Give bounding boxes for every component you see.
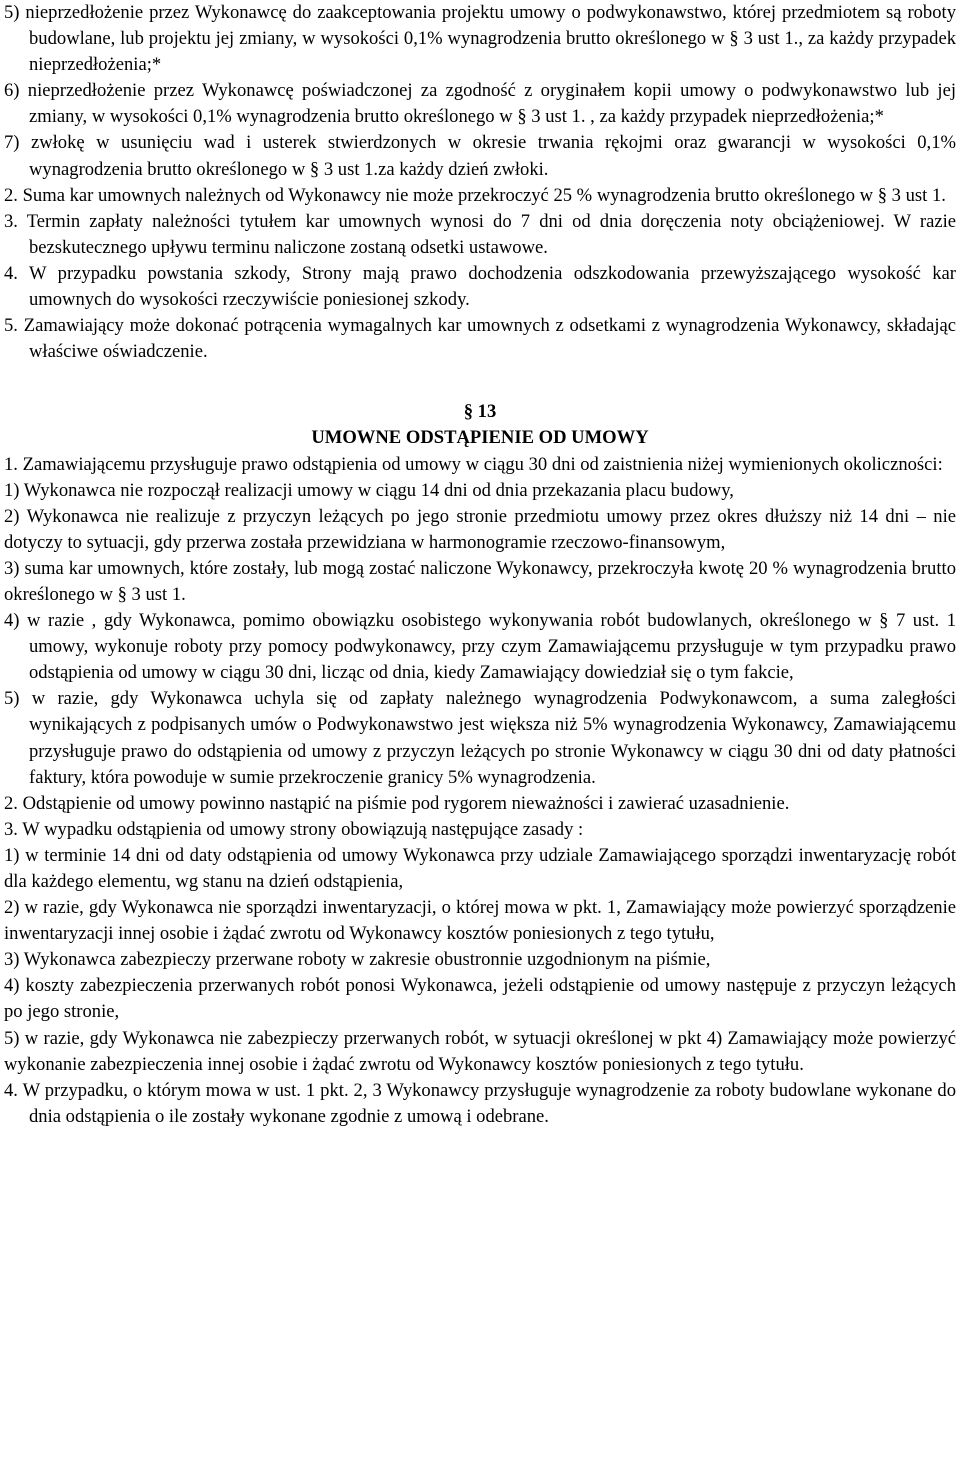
point-5: 5. Zamawiający może dokonać potrącenia wymagalnych kar umownych z odsetkami z wynagrodzenia Wykonawcy, składając właściwe oświadczenie. bbox=[4, 315, 956, 363]
paragraph-3-item-1: 1) w terminie 14 dni od daty odstąpienia od umowy Wykonawca przy udziale Zamawiającego sporządzi inwentaryzację robót dla każdego elementu, wg stanu na dzień odstąpienia, bbox=[4, 844, 956, 892]
paragraph-1: 1. Zamawiającemu przysługuje prawo odstąpienia od umowy w ciągu 30 dni od zaistnienia niżej wymienionych okoliczności: bbox=[4, 453, 943, 475]
paragraph-2: 2. Odstąpienie od umowy powinno nastąpić na piśmie pod rygorem nieważności i zawierać uzasadnienie. bbox=[4, 792, 790, 814]
paragraph-1-item-4: 4) w razie , gdy Wykonawca, pomimo obowiązku osobistego wykonywania robót budowlanych, określonego w § 7 ust. 1 umowy, wykonuje roboty przy pomocy podwykonawcy, przy czym Zamawiającemu przysługuje w tym przypadku prawo odstąpienia od umowy w ciągu 30 dni, licząc od dnia, kiedy Zamawiający dowiedział się o tym fakcie, bbox=[4, 610, 956, 684]
paragraph-4: 4. W przypadku, o którym mowa w ust. 1 pkt. 2, 3 Wykonawcy przysługuje wynagrodzenie za roboty budowlane wykonane do dnia odstąpienia o ile zostały wykonane zgodnie z umową i odebrane. bbox=[4, 1079, 956, 1127]
paragraph-3-item-5: 5) w razie, gdy Wykonawca nie zabezpieczy przerwanych robót, w sytuacji określonej w pkt 4) Zamawiający może powierzyć wykonanie zabezpieczenia innej osobie i żądać zwrotu od Wykonawcy kosztów poniesionych z tego tytułu. bbox=[4, 1027, 956, 1075]
penalty-item-5: 5) nieprzedłożenie przez Wykonawcę do zaakceptowania projektu umowy o podwykonawstwo, której przedmiotem są roboty budowlane, lub projektu jej zmiany, w wysokości 0,1% wynagrodzenia brutto określonego w § 3 ust 1., za każdy przypadek nieprzedłożenia;* bbox=[4, 2, 956, 76]
point-4: 4. W przypadku powstania szkody, Strony mają prawo dochodzenia odszkodowania przewyższającego wysokość kar umownych do wysokości rzeczywiście poniesionej szkody. bbox=[4, 262, 956, 311]
penalty-item-6: 6) nieprzedłożenie przez Wykonawcę poświadczonej za zgodność z oryginałem kopii umowy o podwykonawstwo lub jej zmiany, w wysokości 0,1% wynagrodzenia brutto określonego w § 3 ust 1. , za każdy przypadek nieprzedłożenia;* bbox=[4, 80, 956, 128]
point-3: 3. Termin zapłaty należności tytułem kar umownych wynosi do 7 dni od dnia doręczenia noty obciążeniowej. W razie bezskutecznego upływu terminu naliczone zostaną odsetki ustawowe. bbox=[4, 210, 956, 258]
penalty-item-7: 7) zwłokę w usunięciu wad i usterek stwierdzonych w okresie trwania rękojmi oraz gwarancji w wysokości 0,1% wynagrodzenia brutto określonego w § 3 ust 1.za każdy dzień zwłoki. bbox=[4, 132, 956, 180]
paragraph-3-item-3: 3) Wykonawca zabezpieczy przerwane roboty w zakresie obustronnie uzgodnionym na piśmie, bbox=[4, 949, 711, 971]
paragraph-3-item-2: 2) w razie, gdy Wykonawca nie sporządzi inwentaryzacji, o której mowa w pkt. 1, Zamawiający może powierzyć sporządzenie inwentaryzacji innej osobie i żądać zwrotu od Wykonawcy kosztów poniesionych z tego tytułu, bbox=[4, 897, 956, 945]
paragraph-1-item-2: 2) Wykonawca nie realizuje z przyczyn leżących po jego stronie przedmiotu umowy przez okres dłuższy niż 14 dni – nie dotyczy to sytuacji, gdy przerwa została przewidziana w harmonogramie rzeczowo-finansowym, bbox=[4, 505, 956, 553]
section-number: § 13 bbox=[463, 401, 497, 423]
paragraph-3: 3. W wypadku odstąpienia od umowy strony obowiązują następujące zasady : bbox=[4, 818, 584, 840]
paragraph-1-item-1: 1) Wykonawca nie rozpoczął realizacji umowy w ciągu 14 dni od dnia przekazania placu budowy, bbox=[4, 479, 734, 501]
section-spacer bbox=[4, 365, 956, 399]
paragraph-1-item-5: 5) w razie, gdy Wykonawca uchyla się od zapłaty należnego wynagrodzenia Podwykonawcom, a suma zaległości wynikających z podpisanych umów o Podwykonawstwo jest większa niż 5% wynagrodzenia Wykonawcy, Zamawiającemu przysługuje prawo do odstąpienia od umowy z przyczyn leżących po stronie Wykonawcy w ciągu 30 dni od daty płatności faktury, która powoduje w sumie przekroczenie granicy 5% wynagrodzenia. bbox=[4, 688, 956, 788]
paragraph-3-item-4: 4) koszty zabezpieczenia przerwanych robót ponosi Wykonawca, jeżeli odstąpienie od umowy następuje z przyczyn leżących po jego stronie, bbox=[4, 975, 956, 1023]
point-2: 2. Suma kar umownych należnych od Wykonawcy nie może przekroczyć 25 % wynagrodzenia brutto określonego w § 3 ust 1. bbox=[4, 184, 946, 206]
paragraph-1-item-3: 3) suma kar umownych, które zostały, lub mogą zostać naliczone Wykonawcy, przekroczyła kwotę 20 % wynagrodzenia brutto określonego w § 3 ust 1. bbox=[4, 557, 956, 605]
section-title: UMOWNE ODSTĄPIENIE OD UMOWY bbox=[311, 427, 649, 449]
